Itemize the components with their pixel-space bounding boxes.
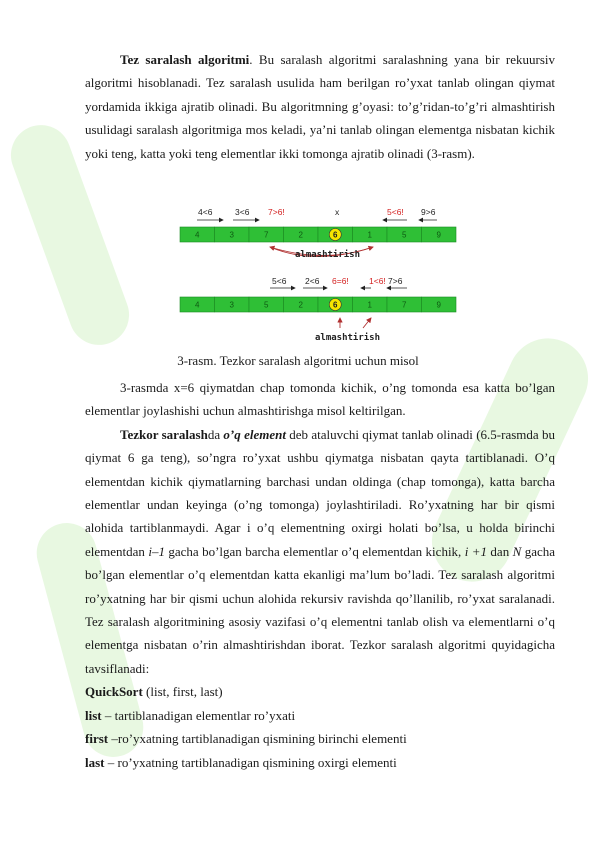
array-cell-value: 7 bbox=[264, 230, 269, 240]
var-i-minus: i–1 bbox=[148, 543, 165, 559]
def-term: list bbox=[85, 707, 102, 723]
pivot-text-b: gacha bo’lgan barcha elementlar o’q elementdan kichik, bbox=[164, 543, 465, 559]
array-cell-value: 5 bbox=[402, 230, 407, 240]
row1-swap-label: almashtirish bbox=[295, 250, 361, 260]
array-cell-value: 4 bbox=[195, 230, 200, 240]
lead-suffix: da bbox=[207, 426, 224, 442]
comparison-label: 7>6 bbox=[388, 276, 403, 286]
array-cell-value: 7 bbox=[402, 300, 407, 310]
lead-term: Tezkor saralash bbox=[120, 426, 208, 442]
intro-paragraph-block bbox=[85, 48, 555, 165]
def-list bbox=[85, 704, 555, 727]
comparison-label: 5<6! bbox=[387, 207, 404, 217]
var-i-plus: i +1 bbox=[464, 543, 488, 559]
body-block bbox=[85, 376, 555, 774]
pivot-text-d: gacha bo’lgan elementlar o’q elementdan katta ekanligi ma’lum bo’ladi. Tez saralash algoritmi ro’yxatning har bir qismi uchun alohida rekursiv ravishda qo’llanilib, ro’yxat saralanadi. Tez saralash algoritmining asosiy vazifasi o’q elementni tanlab olish va elementlarni o’q elementga nisbatan o’rin almashtirishdan iborat. Tezkor saralash algoritmi quyidagicha tavsiflanadi: bbox=[85, 543, 555, 676]
var-n: N bbox=[512, 543, 522, 559]
array-cell-value: 6 bbox=[333, 300, 338, 310]
quicksort-figure bbox=[175, 200, 465, 350]
comparison-label: 7>6! bbox=[268, 207, 285, 217]
comparison-label: 4<6 bbox=[198, 207, 213, 217]
pivot-text-c: dan bbox=[487, 543, 513, 559]
array-cell-value: 9 bbox=[436, 230, 441, 240]
comparison-label: 9>6 bbox=[421, 207, 436, 217]
array-cell-value: 2 bbox=[298, 230, 303, 240]
comparison-label: 3<6 bbox=[235, 207, 250, 217]
example-paragraph: 3-rasmda x=6 qiymatdan chap tomonda kichik, o’ng tomonda esa katta bo’lgan elementlar joylashishi uchun almashtirishga misol keltirilgan. bbox=[85, 380, 555, 419]
row2-swap-label: almashtirish bbox=[315, 333, 381, 343]
array-cell-value: 1 bbox=[367, 230, 372, 240]
array-cell-value: 1 bbox=[367, 300, 372, 310]
array-cell-value: 6 bbox=[333, 230, 338, 240]
function-args: (list, first, last) bbox=[142, 684, 223, 700]
row2-comparisons bbox=[272, 276, 403, 286]
array-cell-value: 9 bbox=[436, 300, 441, 310]
swap-arrow bbox=[363, 318, 371, 328]
comparison-label: 1<6! bbox=[369, 276, 386, 286]
pivot-paragraph bbox=[85, 423, 555, 680]
array-cell-value: 2 bbox=[298, 300, 303, 310]
def-desc: –ro’yxatning tartiblanadigan qismining birinchi elementi bbox=[108, 731, 407, 747]
intro-paragraph bbox=[85, 48, 555, 165]
section-title: Tez saralash algoritmi bbox=[120, 52, 250, 67]
array-cell-value: 5 bbox=[264, 300, 269, 310]
intro-text: . Bu saralash algoritmi saralashning yana bir rekuursiv algoritmi hisoblanadi. Tez saralash usulida ham berilgan ro’yxat tanlab olingan qiymat yordamida ikkiga ajratib olinadi. Bu algoritmning g’oyasi: to’g’ridan-to’g’ri almashtirish usulidagi saralash algoritmiga mos keladi, ya’ni tanlab olingan elementga nisbatan kichik yoki teng, katta yoki teng elementlar ikki tomonga ajratib olinadi (3-rasm). bbox=[85, 52, 556, 161]
def-last bbox=[85, 751, 555, 774]
function-name: QuickSort bbox=[85, 684, 143, 700]
pivot-term: o’q element bbox=[223, 426, 286, 442]
figure-caption: 3-rasm. Tezkor saralash algoritmi uchun misol bbox=[177, 353, 419, 368]
def-desc: – tartiblanadigan elementlar ro’yxati bbox=[101, 707, 296, 723]
row2-cells bbox=[180, 297, 456, 312]
array-cell-value: 3 bbox=[229, 230, 234, 240]
comparison-label: 2<6 bbox=[305, 276, 320, 286]
comparison-label: 6=6! bbox=[332, 276, 349, 286]
signature-line bbox=[85, 680, 555, 703]
pivot-text-a: deb ataluvchi qiymat tanlab olinadi (6.5-rasmda bu qiymat 6 ga teng), so’ngra ro’yxat ushbu qiymatga nisbatan qayta tartiblanadi. O’q elementdan kichik qiymatlarning barchasi undan oldinga (chap tomonga), katta barcha elementlar undan keyinga (o’ng tomonga) joylashtiriladi. Ro’yxatning har bir qismi alohida tartiblanmaydi. Agar i o’q elementning oxirgi holati bo’lsa, u holda birinchi elementdan bbox=[85, 426, 555, 559]
array-cell-value: 4 bbox=[195, 300, 200, 310]
array-cell-value: 3 bbox=[229, 300, 234, 310]
def-term: last bbox=[85, 754, 105, 770]
def-first bbox=[85, 727, 555, 750]
row1-comparisons bbox=[198, 207, 436, 217]
row1-cells bbox=[180, 227, 456, 242]
comparison-label: x bbox=[335, 207, 340, 217]
def-desc: – ro’yxatning tartiblanadigan qismining oxirgi elementi bbox=[104, 754, 397, 770]
comparison-label: 5<6 bbox=[272, 276, 287, 286]
def-term: first bbox=[85, 731, 109, 747]
